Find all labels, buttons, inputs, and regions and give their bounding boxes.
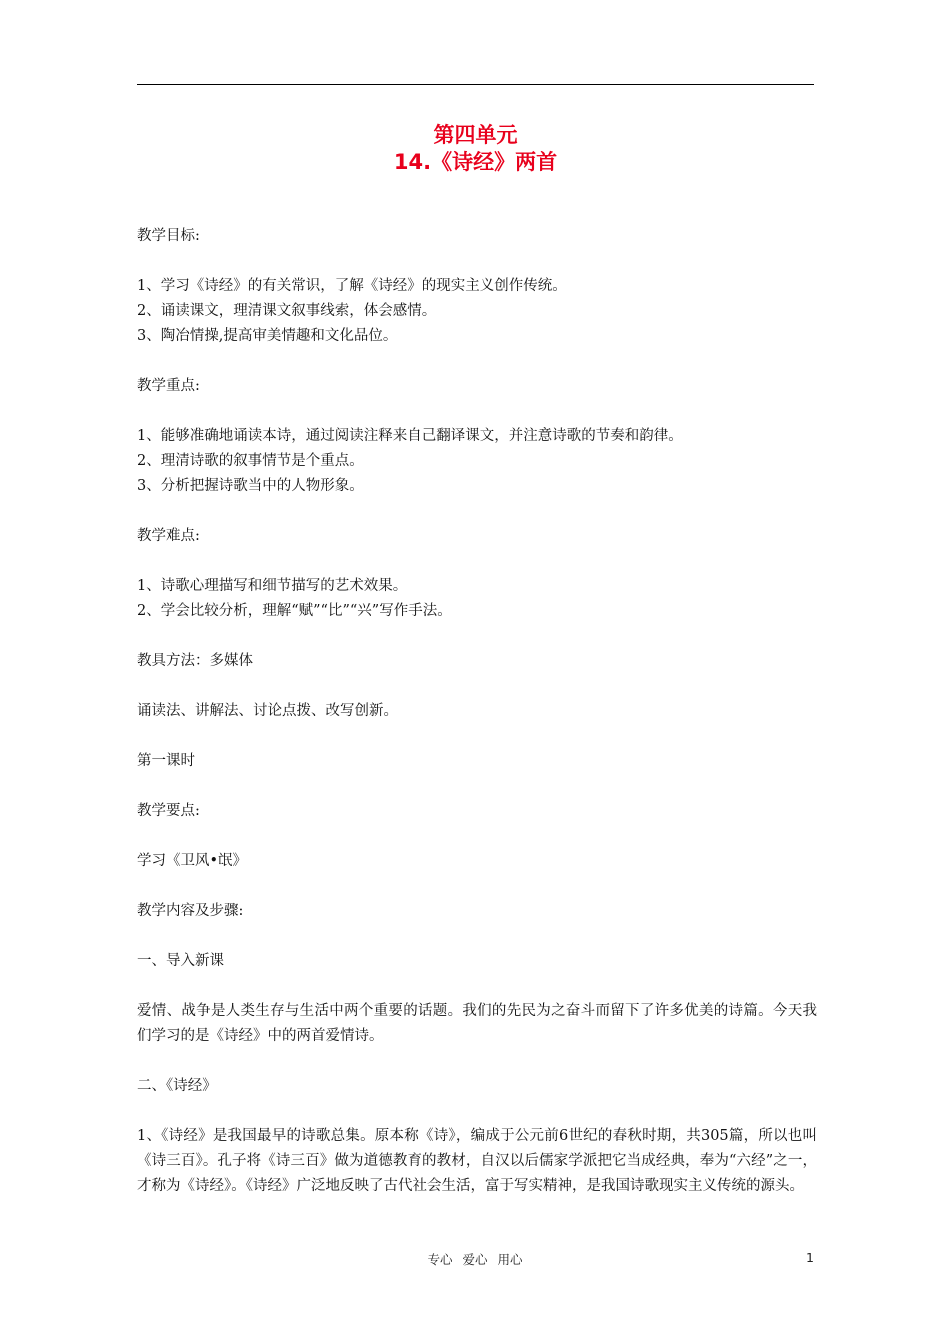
section2-heading: 二、《诗经》 [137,1078,217,1094]
objectives-heading: 教学目标: [137,228,200,244]
difficulties-heading: 教学难点: [137,528,200,544]
key-point-item: 2、理清诗歌的叙事情节是个重点。 [137,453,364,469]
page-number: 1 [806,1250,814,1265]
objective-item: 3、陶冶情操,提高审美情趣和文化品位。 [137,328,398,344]
period-line: 第一课时 [137,753,195,769]
section1-heading: 一、导入新课 [137,953,224,969]
methods-line: 诵读法、讲解法、讨论点拨、改写创新。 [137,703,398,719]
steps-heading: 教学内容及步骤: [137,903,244,919]
unit-title: 第四单元 [433,123,518,147]
header-rule [137,84,814,85]
document-body [137,224,817,1199]
lesson-title: 14.《诗经》两首 [393,150,558,174]
title-block [137,122,814,176]
difficulty-item: 2、学会比较分析，理解“赋”“比”“兴”写作手法。 [137,603,452,619]
objective-item: 2、诵读课文，理清课文叙事线索，体会感情。 [137,303,437,319]
difficulty-item: 1、诗歌心理描写和细节描写的艺术效果。 [137,578,408,594]
key-point-item: 3、分析把握诗歌当中的人物形象。 [137,478,364,494]
focus-item: 学习《卫风•氓》 [137,853,248,869]
footer-motto: 专心 爱心 用心 [427,1252,523,1267]
section2-paragraph: 1、《诗经》是我国最早的诗歌总集。原本称《诗》，编成于公元前6世纪的春秋时期，共305篇，所以也叫《诗三百》。孔子将《诗三百》做为道德教育的教材，自汉以后儒家学派把它当成经典，奉为“六经”之一，才称为《诗经》。《诗经》广泛地反映了古代社会生活，富于写实精神，是我国诗歌现实主义传统的源头。 [137,1128,817,1194]
section1-paragraph: 爱情、战争是人类生存与生活中两个重要的话题。我们的先民为之奋斗而留下了许多优美的诗篇。今天我们学习的是《诗经》中的两首爱情诗。 [137,1003,817,1044]
tools-line: 教具方法：多媒体 [137,653,253,669]
key-point-item: 1、能够准确地诵读本诗，通过阅读注释来自己翻译课文，并注意诗歌的节奏和韵律。 [137,428,683,444]
key-points-heading: 教学重点: [137,378,200,394]
focus-heading: 教学要点: [137,803,200,819]
objective-item: 1、学习《诗经》的有关常识，了解《诗经》的现实主义创作传统。 [137,278,567,294]
